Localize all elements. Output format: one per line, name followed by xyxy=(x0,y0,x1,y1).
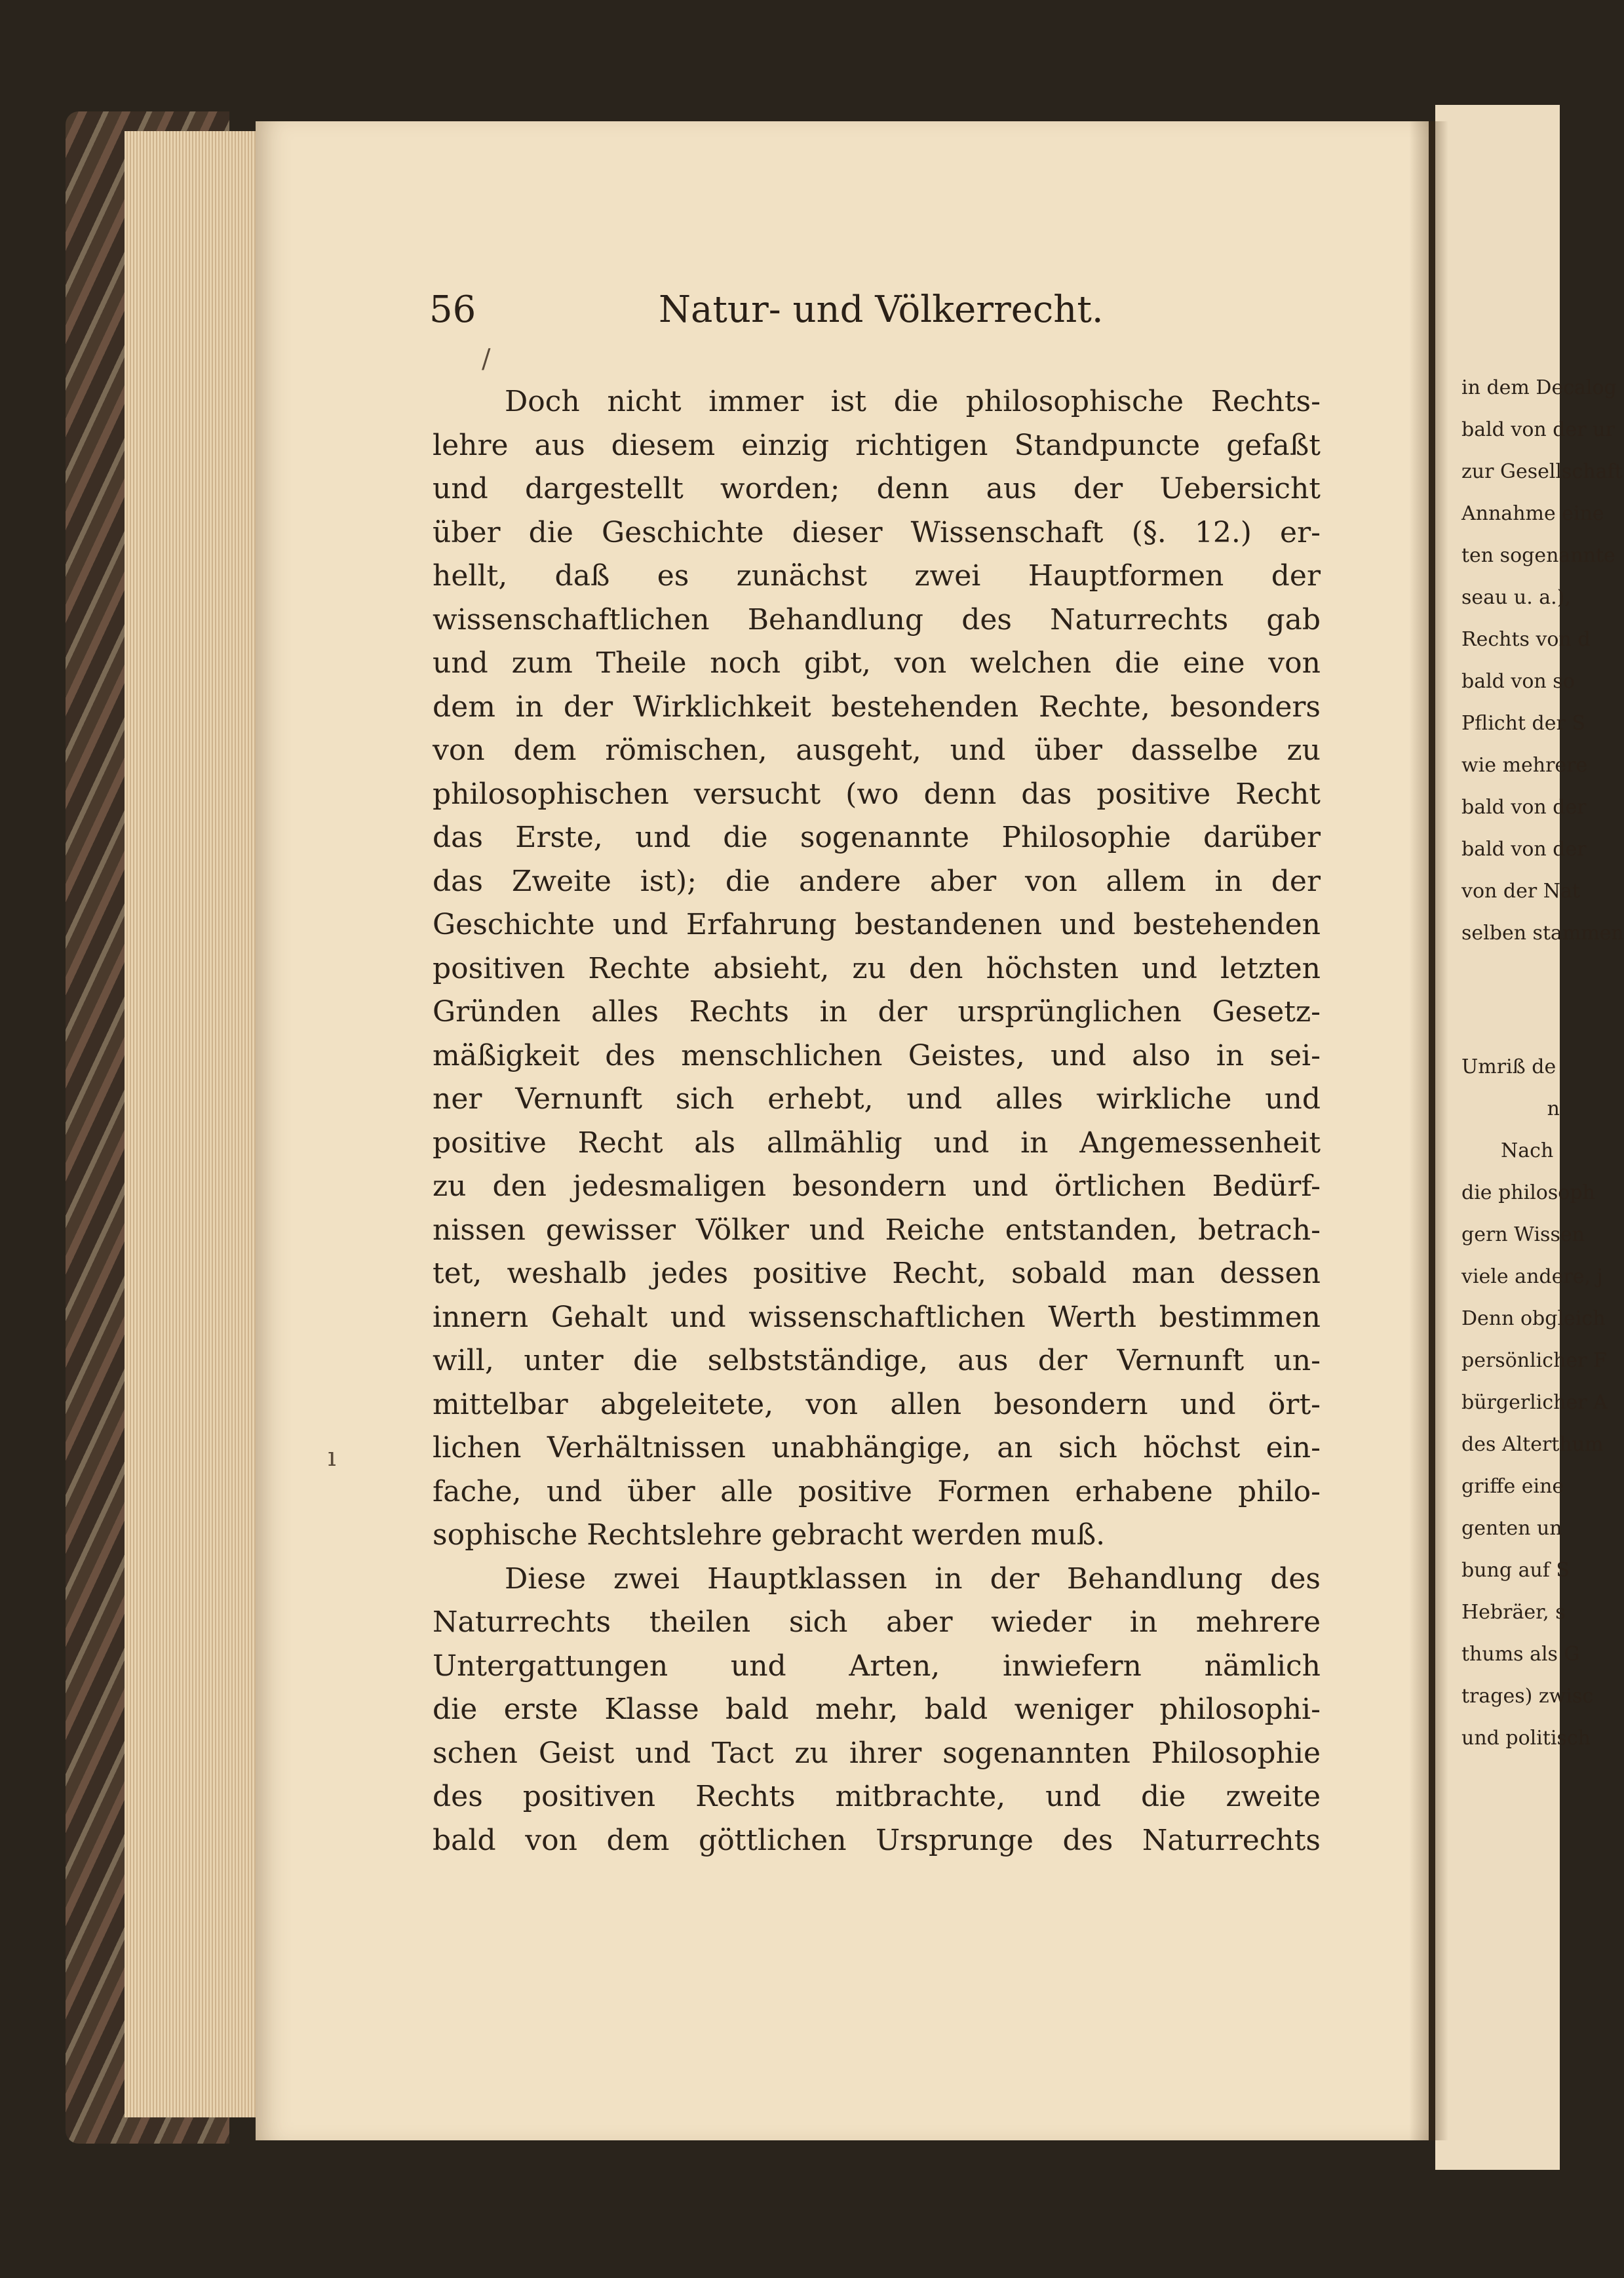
body-text xyxy=(433,380,1321,1862)
page-header xyxy=(429,288,1321,341)
adjacent-line: Pflicht der S xyxy=(1461,712,1585,735)
adjacent-line: in dem Decalog xyxy=(1461,376,1617,399)
adjacent-line: zur Gesellschaft xyxy=(1461,460,1623,483)
text-line: Doch nicht immer ist die philosophische Rechts- xyxy=(505,385,1321,418)
adjacent-line: die philosoph xyxy=(1461,1181,1595,1204)
text-line: zu den jedesmaligen besondern und örtlichen Bedürf- xyxy=(433,1169,1321,1203)
text-line: mäßigkeit des menschlichen Geistes, und also in sei- xyxy=(433,1038,1321,1072)
running-head: Natur- und Völkerrecht. xyxy=(659,288,1104,331)
adjacent-line: bald von der xyxy=(1461,838,1587,861)
text-line: lehre aus diesem einzig richtigen Standpuncte gefaßt xyxy=(433,428,1321,462)
text-line: dem in der Wirklichkeit bestehenden Rechte, besonders xyxy=(433,690,1321,724)
book-gutter xyxy=(1409,121,1448,2140)
text-line: Diese zwei Hauptklassen in der Behandlung des xyxy=(505,1561,1321,1596)
text-line: nissen gewisser Völker und Reiche entstanden, betrach- xyxy=(433,1213,1321,1247)
text-line: die erste Klasse bald mehr, bald weniger philosophi- xyxy=(433,1693,1321,1726)
text-line: positiven Rechte absieht, zu den höchsten und letzten xyxy=(433,951,1321,985)
text-line: innern Gehalt und wissenschaftlichen Werth bestimmen xyxy=(433,1300,1321,1334)
adjacent-line: griffe eine xyxy=(1461,1475,1564,1498)
page-edges xyxy=(125,131,269,2117)
adjacent-line: gern Wissen xyxy=(1461,1223,1585,1246)
text-line: lichen Verhältnissen unabhängige, an sich höchst ein- xyxy=(433,1431,1321,1464)
text-line: des positiven Rechts mitbrachte, und die zweite xyxy=(433,1780,1321,1813)
text-line: mittelbar abgeleitete, von allen besondern und ört- xyxy=(433,1387,1321,1421)
text-line: und dargestellt worden; denn aus der Uebersicht xyxy=(433,472,1321,505)
text-line: und zum Theile noch gibt, von welchen die eine von xyxy=(433,646,1321,680)
text-line: Untergattungen und Arten, inwiefern nämlich xyxy=(433,1649,1321,1683)
text-line: ner Vernunft sich erhebt, und alles wirkliche und xyxy=(433,1082,1321,1116)
text-line: schen Geist und Tact zu ihrer sogenannten Philosophie xyxy=(433,1736,1321,1770)
adjacent-line: bald von der xyxy=(1461,796,1587,819)
text-line: Naturrechts theilen sich aber wieder in mehrere xyxy=(433,1605,1321,1639)
text-line: tet, weshalb jedes positive Recht, sobald man dessen xyxy=(433,1257,1321,1290)
adjacent-line: thums als G xyxy=(1461,1643,1580,1666)
page-number: 56 xyxy=(429,288,476,331)
text-line: Geschichte und Erfahrung bestandenen und bestehenden xyxy=(433,908,1321,941)
text-line: über die Geschichte dieser Wissenschaft (§. 12.) er- xyxy=(433,515,1321,549)
text-line: philosophischen versucht (wo denn das positive Recht xyxy=(433,777,1321,811)
adjacent-line: Umriß de xyxy=(1461,1055,1556,1078)
adjacent-page-text xyxy=(1461,367,1624,1759)
adjacent-line: ten sogenannte xyxy=(1461,544,1615,567)
adjacent-line: seau u. a.), xyxy=(1461,586,1571,609)
adjacent-gap xyxy=(1461,954,1560,1046)
adjacent-line: n xyxy=(1547,1097,1560,1120)
adjacent-line: Hebräer, s xyxy=(1461,1601,1566,1624)
text-line: von dem römischen, ausgeht, und über dasselbe zu xyxy=(433,734,1321,767)
adjacent-line: bung auf S xyxy=(1461,1559,1570,1582)
margin-mark-left: ı xyxy=(328,1442,336,1472)
adjacent-line: viele andere, j xyxy=(1461,1265,1603,1288)
text-line: hellt, daß es zunächst zwei Hauptformen der xyxy=(433,559,1321,593)
adjacent-line: von der Nat xyxy=(1461,880,1580,903)
text-line: Gründen alles Rechts in der ursprünglichen Gesetz- xyxy=(433,995,1321,1029)
adjacent-line: bürgerlicher A xyxy=(1461,1391,1608,1414)
adjacent-line: persönlicher F xyxy=(1461,1349,1607,1372)
text-line: bald von dem göttlichen Ursprunge des Naturrechts xyxy=(433,1823,1321,1857)
adjacent-line: Rechts von d xyxy=(1461,628,1591,651)
text-line: will, unter die selbstständige, aus der Vernunft un- xyxy=(433,1344,1321,1377)
adjacent-line: trages) zwisc xyxy=(1461,1685,1594,1708)
text-line: wissenschaftlichen Behandlung des Naturrechts gab xyxy=(433,602,1321,637)
adjacent-line: bald von so xyxy=(1461,670,1575,693)
text-line: positive Recht als allmählig und in Angemessenheit xyxy=(433,1126,1321,1160)
adjacent-line: genten un xyxy=(1461,1517,1562,1540)
text-line: das Zweite ist); die andere aber von allem in der xyxy=(433,864,1321,898)
adjacent-line: bald von der ur xyxy=(1461,418,1615,441)
adjacent-line: Nach xyxy=(1501,1139,1554,1162)
text-line: das Erste, und die sogenannte Philosophie darüber xyxy=(433,821,1321,854)
adjacent-line: des Alterthum xyxy=(1461,1433,1604,1456)
text-line: sophische Rechtslehre gebracht werden muß. xyxy=(433,1518,1106,1552)
margin-mark-top: / xyxy=(482,344,491,374)
text-line: fache, und über alle positive Formen erhabene philo- xyxy=(433,1474,1321,1508)
adjacent-line: Annahme eine xyxy=(1461,502,1604,525)
adjacent-line: selben stammen xyxy=(1461,922,1624,945)
adjacent-line: wie mehrere xyxy=(1461,754,1588,777)
adjacent-line: Denn obgleich xyxy=(1461,1307,1606,1330)
adjacent-line: und politisch xyxy=(1461,1727,1591,1750)
